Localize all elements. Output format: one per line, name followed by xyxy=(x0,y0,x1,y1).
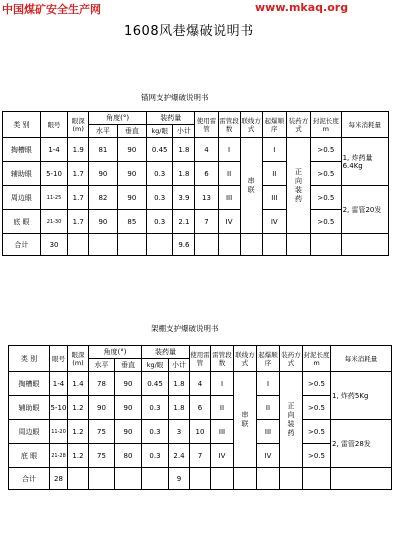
row-stem: >0.5 xyxy=(303,372,331,396)
header-charge-sub: 小计 xyxy=(173,125,195,138)
row-stem: >0.5 xyxy=(311,138,342,162)
row-charge-per: 0.3 xyxy=(142,396,169,420)
row-type: 辅助眼 xyxy=(3,162,41,186)
row-detonator: 6 xyxy=(190,396,211,420)
table1-subtitle: 锚网支护爆破说明书 xyxy=(141,93,209,102)
row-hole-no: 1-4 xyxy=(50,372,68,396)
watermark-site-name: 中国煤矿安全生产网 xyxy=(2,3,101,16)
row-detonator: 10 xyxy=(190,420,211,444)
connect-method: 串联 xyxy=(241,410,249,429)
row-depth: 1.7 xyxy=(68,210,89,234)
header-hole-no: 眼号 xyxy=(40,112,67,138)
total-hole-count: 30 xyxy=(40,234,67,256)
header-per-m: 每米消耗量 xyxy=(341,112,388,138)
row-type: 辅助眼 xyxy=(9,396,50,420)
header-connect: 联线方式 xyxy=(240,112,262,138)
row-charge-sub: 2.1 xyxy=(173,210,195,234)
header-delay: 雷管段数 xyxy=(218,112,240,138)
header-angle-h: 水平 xyxy=(89,359,115,372)
row-angle-h: 75 xyxy=(89,444,115,468)
row-angle-h: 75 xyxy=(89,420,115,444)
row-angle-v: 90 xyxy=(115,372,142,396)
table-row xyxy=(9,372,392,396)
row-charge-per: 0.3 xyxy=(142,444,169,468)
table2-blasting-parameters xyxy=(8,345,392,490)
row-delay: IV xyxy=(211,444,234,468)
row-charge-per: 0.3 xyxy=(147,210,173,234)
row-angle-h: 90 xyxy=(89,210,117,234)
charge-method-cell xyxy=(286,138,310,234)
table-total-row xyxy=(9,468,392,490)
row-charge-per: 0.45 xyxy=(142,372,169,396)
row-charge-sub: 1.8 xyxy=(169,396,190,420)
row-angle-v: 85 xyxy=(117,210,146,234)
header-stem: 封泥长度m xyxy=(303,346,331,372)
per-m-explosive: 1, 炸药量6.4Kg xyxy=(341,138,388,186)
row-depth: 1.7 xyxy=(68,162,89,186)
header-charge: 装药量 xyxy=(147,112,195,125)
table-row xyxy=(3,186,389,210)
row-angle-h: 78 xyxy=(89,372,115,396)
row-angle-v: 80 xyxy=(115,444,142,468)
row-charge-per: 0.3 xyxy=(142,420,169,444)
row-charge-per: 0.3 xyxy=(147,186,173,210)
row-stem: >0.5 xyxy=(311,186,342,210)
row-charge-sub: 2.4 xyxy=(169,444,190,468)
header-method: 装药方式 xyxy=(286,112,310,138)
header-charge-per: kg/眼 xyxy=(142,359,169,372)
header-charge-sub: 小计 xyxy=(169,359,190,372)
header-seq: 起爆顺序 xyxy=(262,112,286,138)
table-row xyxy=(3,162,389,186)
header-detonator: 使用雷管 xyxy=(195,112,218,138)
row-type: 掏槽眼 xyxy=(9,372,50,396)
row-hole-no: 5-10 xyxy=(40,162,67,186)
row-stem: >0.5 xyxy=(303,420,331,444)
header-type: 类 别 xyxy=(3,112,41,138)
header-depth: 眼深(m) xyxy=(68,346,89,372)
total-label: 合计 xyxy=(9,468,50,490)
row-delay: I xyxy=(218,138,240,162)
row-type: 周边眼 xyxy=(9,420,50,444)
header-seq: 起爆顺序 xyxy=(257,346,280,372)
row-charge-sub: 1.8 xyxy=(173,162,195,186)
row-seq: IV xyxy=(257,444,280,468)
table-total-row xyxy=(3,234,389,256)
header-stem: 封泥长度m xyxy=(311,112,342,138)
row-depth: 1.2 xyxy=(68,444,89,468)
header-charge: 装药量 xyxy=(142,346,190,359)
header-angle: 角度(°) xyxy=(89,346,142,359)
row-seq: I xyxy=(257,372,280,396)
row-seq: III xyxy=(262,186,286,210)
row-delay: II xyxy=(211,396,234,420)
row-hole-no: 21-28 xyxy=(50,444,68,468)
row-charge-per: 0.45 xyxy=(147,138,173,162)
row-depth: 1.4 xyxy=(68,372,89,396)
header-angle-h: 水平 xyxy=(89,125,117,138)
row-charge-per: 0.3 xyxy=(147,162,173,186)
row-hole-no: 11-25 xyxy=(40,186,67,210)
header-connect: 联线方式 xyxy=(234,346,257,372)
row-delay: I xyxy=(211,372,234,396)
row-detonator: 6 xyxy=(195,162,218,186)
row-angle-v: 90 xyxy=(115,396,142,420)
row-depth: 1.2 xyxy=(68,420,89,444)
row-angle-v: 90 xyxy=(117,186,146,210)
total-charge: 9.6 xyxy=(173,234,195,256)
table2-subtitle: 架棚支护爆破说明书 xyxy=(151,324,219,333)
row-detonator: 7 xyxy=(190,444,211,468)
table-row xyxy=(3,138,389,162)
per-m-detonator: 2, 雷管28发 xyxy=(331,420,392,468)
header-method: 装药方式 xyxy=(280,346,303,372)
row-angle-v: 90 xyxy=(117,138,146,162)
row-charge-sub: 1.8 xyxy=(169,372,190,396)
row-angle-v: 90 xyxy=(117,162,146,186)
header-hole-no: 眼号 xyxy=(50,346,68,372)
connect-method-cell xyxy=(234,372,257,468)
row-stem: >0.5 xyxy=(303,444,331,468)
row-hole-no: 11-20 xyxy=(50,420,68,444)
row-depth: 1.9 xyxy=(68,138,89,162)
row-seq: II xyxy=(257,396,280,420)
row-delay: II xyxy=(218,162,240,186)
table-row xyxy=(9,420,392,444)
row-stem: >0.5 xyxy=(311,162,342,186)
header-angle-v: 垂直 xyxy=(117,125,146,138)
row-charge-sub: 1.8 xyxy=(173,138,195,162)
charge-method: 正向装药 xyxy=(294,167,303,204)
row-angle-v: 90 xyxy=(115,420,142,444)
per-m-detonator: 2, 雷管20发 xyxy=(341,186,388,234)
row-type: 底 眼 xyxy=(3,210,41,234)
row-delay: III xyxy=(211,420,234,444)
header-charge-per: kg/眼 xyxy=(147,125,173,138)
total-label: 合计 xyxy=(3,234,41,256)
total-charge: 9 xyxy=(169,468,190,490)
row-seq: III xyxy=(257,420,280,444)
connect-method: 串联 xyxy=(247,176,256,195)
row-angle-h: 90 xyxy=(89,162,117,186)
watermark-url: www.mkaq.org xyxy=(255,1,349,14)
row-detonator: 7 xyxy=(195,210,218,234)
row-seq: IV xyxy=(262,210,286,234)
charge-method: 正向装药 xyxy=(287,401,295,438)
header-angle-v: 垂直 xyxy=(115,359,142,372)
row-detonator: 4 xyxy=(195,138,218,162)
row-type: 周边眼 xyxy=(3,186,41,210)
connect-method-cell xyxy=(240,138,262,234)
row-depth: 1.7 xyxy=(68,186,89,210)
header-angle: 角度(°) xyxy=(89,112,147,125)
table-row xyxy=(3,210,389,234)
row-stem: >0.5 xyxy=(311,210,342,234)
document-title: 1608风巷爆破说明书 xyxy=(124,24,254,39)
header-depth: 眼深(m) xyxy=(68,112,89,138)
table1-blasting-parameters xyxy=(2,111,389,256)
charge-method-cell xyxy=(280,372,303,468)
header-detonator: 使用雷管 xyxy=(190,346,211,372)
header-per-m: 每米消耗量 xyxy=(331,346,392,372)
row-angle-h: 90 xyxy=(89,396,115,420)
row-charge-sub: 3.9 xyxy=(173,186,195,210)
row-delay: III xyxy=(218,186,240,210)
row-hole-no: 1-4 xyxy=(40,138,67,162)
row-hole-no: 5-10 xyxy=(50,396,68,420)
row-type: 底 眼 xyxy=(9,444,50,468)
row-charge-sub: 3 xyxy=(169,420,190,444)
header-type: 类 别 xyxy=(9,346,50,372)
per-m-explosive: 1, 炸药5Kg xyxy=(331,372,392,420)
row-seq: II xyxy=(262,162,286,186)
row-hole-no: 21-30 xyxy=(40,210,67,234)
header-delay: 雷管段数 xyxy=(211,346,234,372)
row-detonator: 13 xyxy=(195,186,218,210)
row-detonator: 4 xyxy=(190,372,211,396)
row-angle-h: 82 xyxy=(89,186,117,210)
row-type: 掏槽眼 xyxy=(3,138,41,162)
total-hole-count: 28 xyxy=(50,468,68,490)
row-angle-h: 81 xyxy=(89,138,117,162)
row-stem: >0.5 xyxy=(303,396,331,420)
row-delay: IV xyxy=(218,210,240,234)
row-depth: 1.2 xyxy=(68,396,89,420)
row-seq: I xyxy=(262,138,286,162)
